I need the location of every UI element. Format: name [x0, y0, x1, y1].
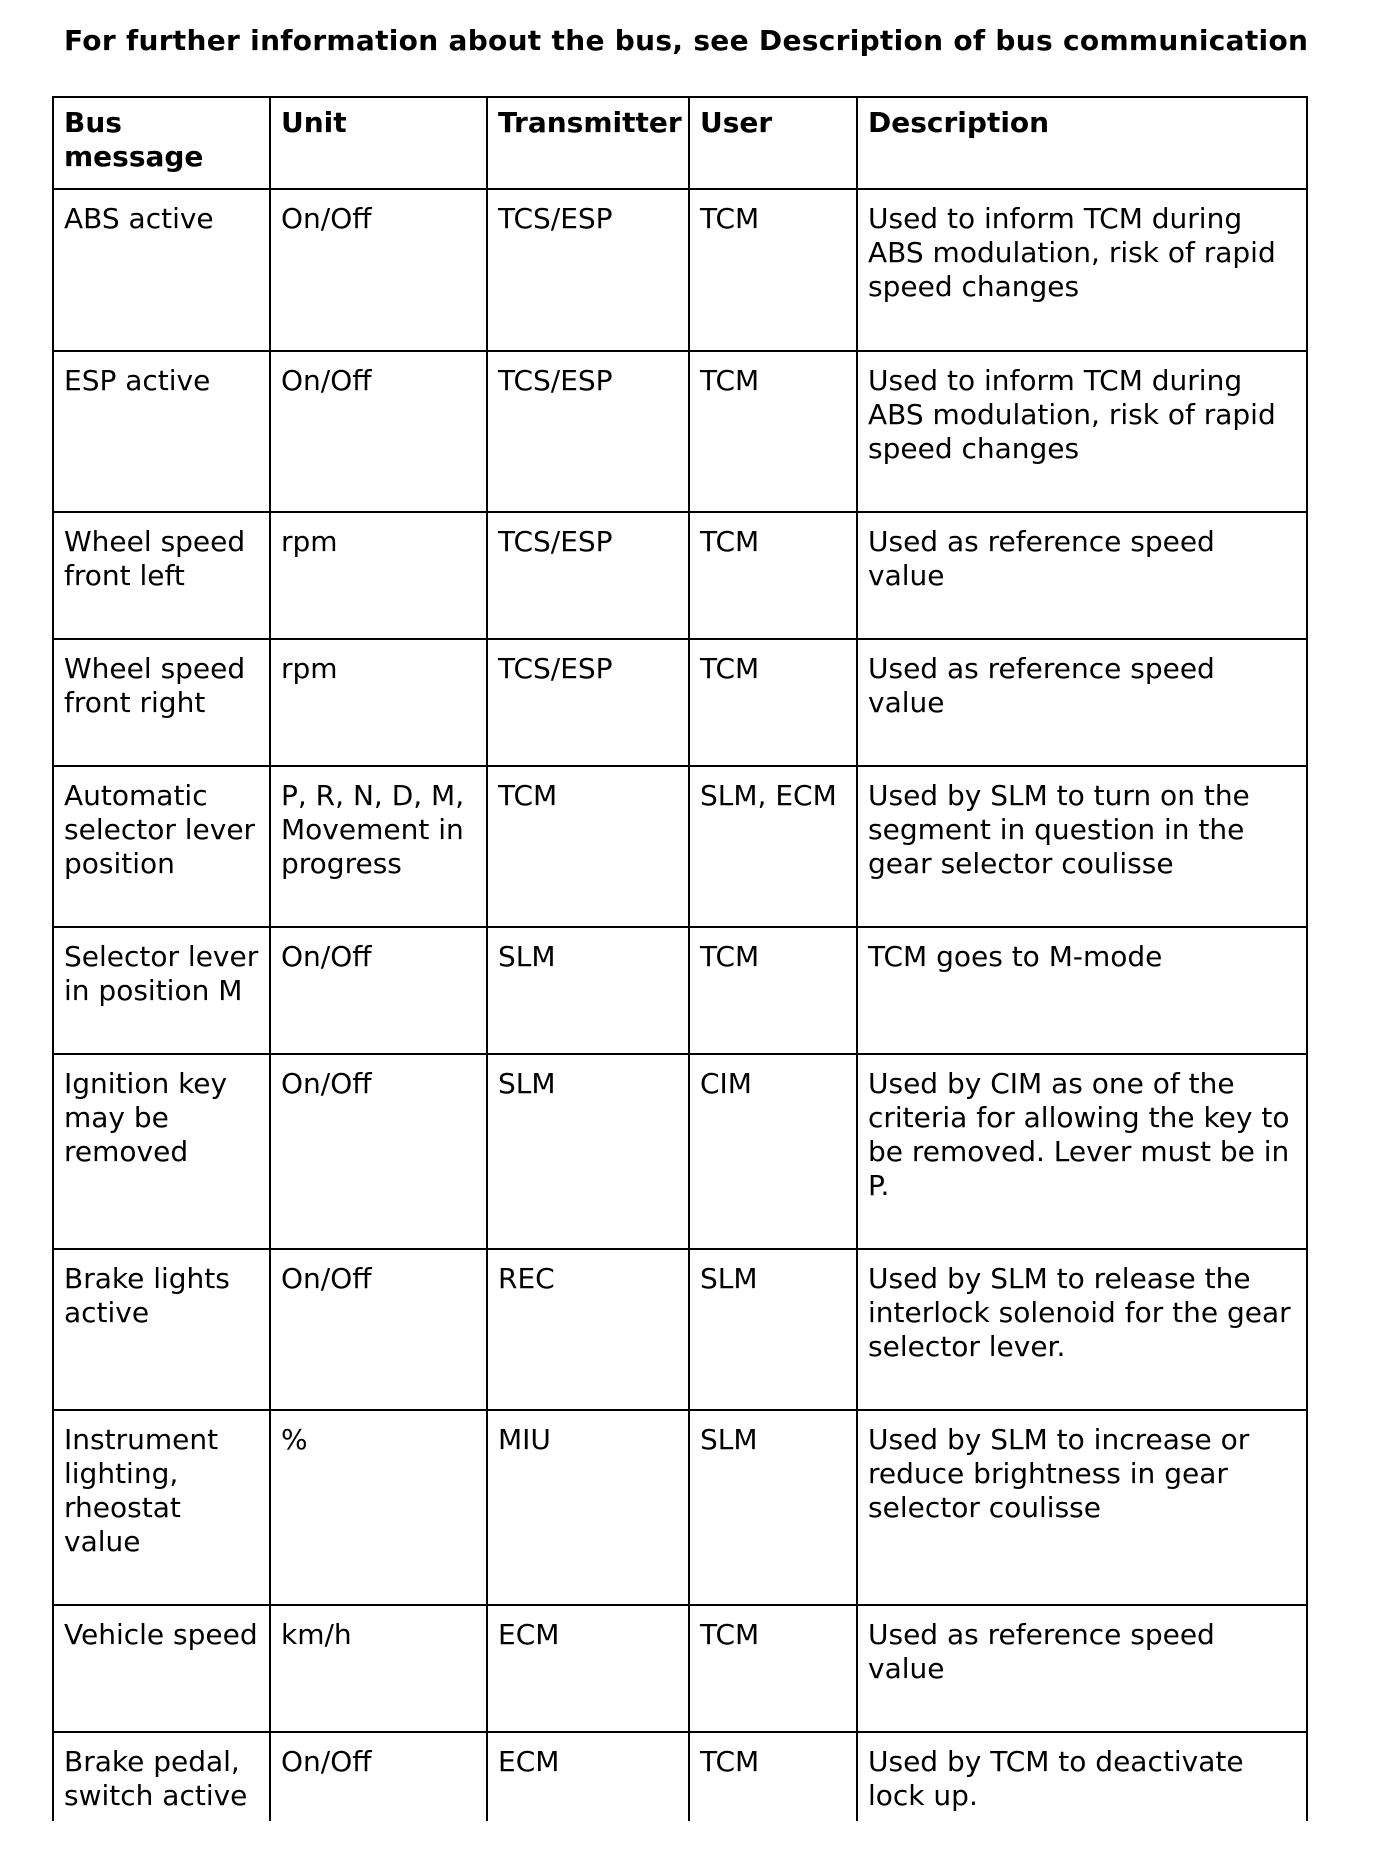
table-row	[53, 927, 1307, 1054]
cell-description: Used to inform TCM during ABS modulation, risk of rapid speed changes	[857, 189, 1307, 351]
column-header-description: Description	[857, 97, 1307, 189]
cell-description: Used as reference speed value	[857, 1605, 1307, 1732]
cell-bus-message: Selector lever in position M	[53, 927, 270, 1054]
cell-bus-message: ESP active	[53, 351, 270, 512]
cell-unit: %	[270, 1410, 487, 1605]
table-row	[53, 351, 1307, 512]
cell-description: Used by SLM to release the interlock solenoid for the gear selector lever.	[857, 1249, 1307, 1410]
cell-transmitter: SLM	[487, 927, 689, 1054]
cell-unit: On/Off	[270, 927, 487, 1054]
cell-unit: rpm	[270, 512, 487, 639]
cell-unit: On/Off	[270, 351, 487, 512]
table-header-row	[53, 97, 1307, 189]
cell-transmitter: ECM	[487, 1605, 689, 1732]
cell-transmitter: TCS/ESP	[487, 351, 689, 512]
cell-bus-message: Automatic selector lever position	[53, 766, 270, 927]
cell-transmitter: REC	[487, 1249, 689, 1410]
page-heading: For further information about the bus, see Description of bus communication	[64, 24, 1309, 57]
cell-user: TCM	[689, 512, 857, 639]
cell-transmitter: MIU	[487, 1410, 689, 1605]
table-row	[53, 766, 1307, 927]
cell-transmitter: TCS/ESP	[487, 639, 689, 766]
column-header-bus-message: Bus message	[53, 97, 270, 189]
cell-user: TCM	[689, 1605, 857, 1732]
cell-description: Used by SLM to turn on the segment in question in the gear selector coulisse	[857, 766, 1307, 927]
cell-bus-message: Wheel speed front left	[53, 512, 270, 639]
cell-bus-message: Instrument lighting, rheostat value	[53, 1410, 270, 1605]
table-row	[53, 1249, 1307, 1410]
cell-bus-message: Ignition key may be removed	[53, 1054, 270, 1249]
cell-unit: On/Off	[270, 1732, 487, 1821]
cell-unit: P, R, N, D, M, Movement in progress	[270, 766, 487, 927]
table-row	[53, 1054, 1307, 1249]
cell-transmitter: ECM	[487, 1732, 689, 1821]
cell-transmitter: SLM	[487, 1054, 689, 1249]
cell-description: Used to inform TCM during ABS modulation, risk of rapid speed changes	[857, 351, 1307, 512]
cell-unit: rpm	[270, 639, 487, 766]
cell-unit: On/Off	[270, 189, 487, 351]
cell-transmitter: TCS/ESP	[487, 512, 689, 639]
cell-user: TCM	[689, 351, 857, 512]
table-row	[53, 512, 1307, 639]
cell-user: SLM, ECM	[689, 766, 857, 927]
cell-bus-message: Brake lights active	[53, 1249, 270, 1410]
cell-description: TCM goes to M-mode	[857, 927, 1307, 1054]
cell-description: Used as reference speed value	[857, 512, 1307, 639]
cell-transmitter: TCM	[487, 766, 689, 927]
cell-bus-message: ABS active	[53, 189, 270, 351]
cell-user: SLM	[689, 1410, 857, 1605]
cell-user: TCM	[689, 189, 857, 351]
cell-unit: On/Off	[270, 1054, 487, 1249]
cell-description: Used by CIM as one of the criteria for allowing the key to be removed. Lever must be in P.	[857, 1054, 1307, 1249]
table-row	[53, 1732, 1307, 1821]
cell-transmitter: TCS/ESP	[487, 189, 689, 351]
cell-user: TCM	[689, 639, 857, 766]
cell-bus-message: Brake pedal, switch active	[53, 1732, 270, 1821]
cell-bus-message: Wheel speed front right	[53, 639, 270, 766]
bus-message-table	[52, 96, 1308, 1821]
column-header-unit: Unit	[270, 97, 487, 189]
table-row	[53, 189, 1307, 351]
table-row	[53, 639, 1307, 766]
cell-description: Used as reference speed value	[857, 639, 1307, 766]
column-header-transmitter: Transmitter	[487, 97, 689, 189]
cell-user: TCM	[689, 1732, 857, 1821]
cell-user: TCM	[689, 927, 857, 1054]
cell-description: Used by TCM to deactivate lock up.	[857, 1732, 1307, 1821]
cell-description: Used by SLM to increase or reduce brightness in gear selector coulisse	[857, 1410, 1307, 1605]
cell-unit: On/Off	[270, 1249, 487, 1410]
column-header-user: User	[689, 97, 857, 189]
cell-unit: km/h	[270, 1605, 487, 1732]
table-row	[53, 1410, 1307, 1605]
table-row	[53, 1605, 1307, 1732]
cell-user: CIM	[689, 1054, 857, 1249]
cell-user: SLM	[689, 1249, 857, 1410]
cell-bus-message: Vehicle speed	[53, 1605, 270, 1732]
